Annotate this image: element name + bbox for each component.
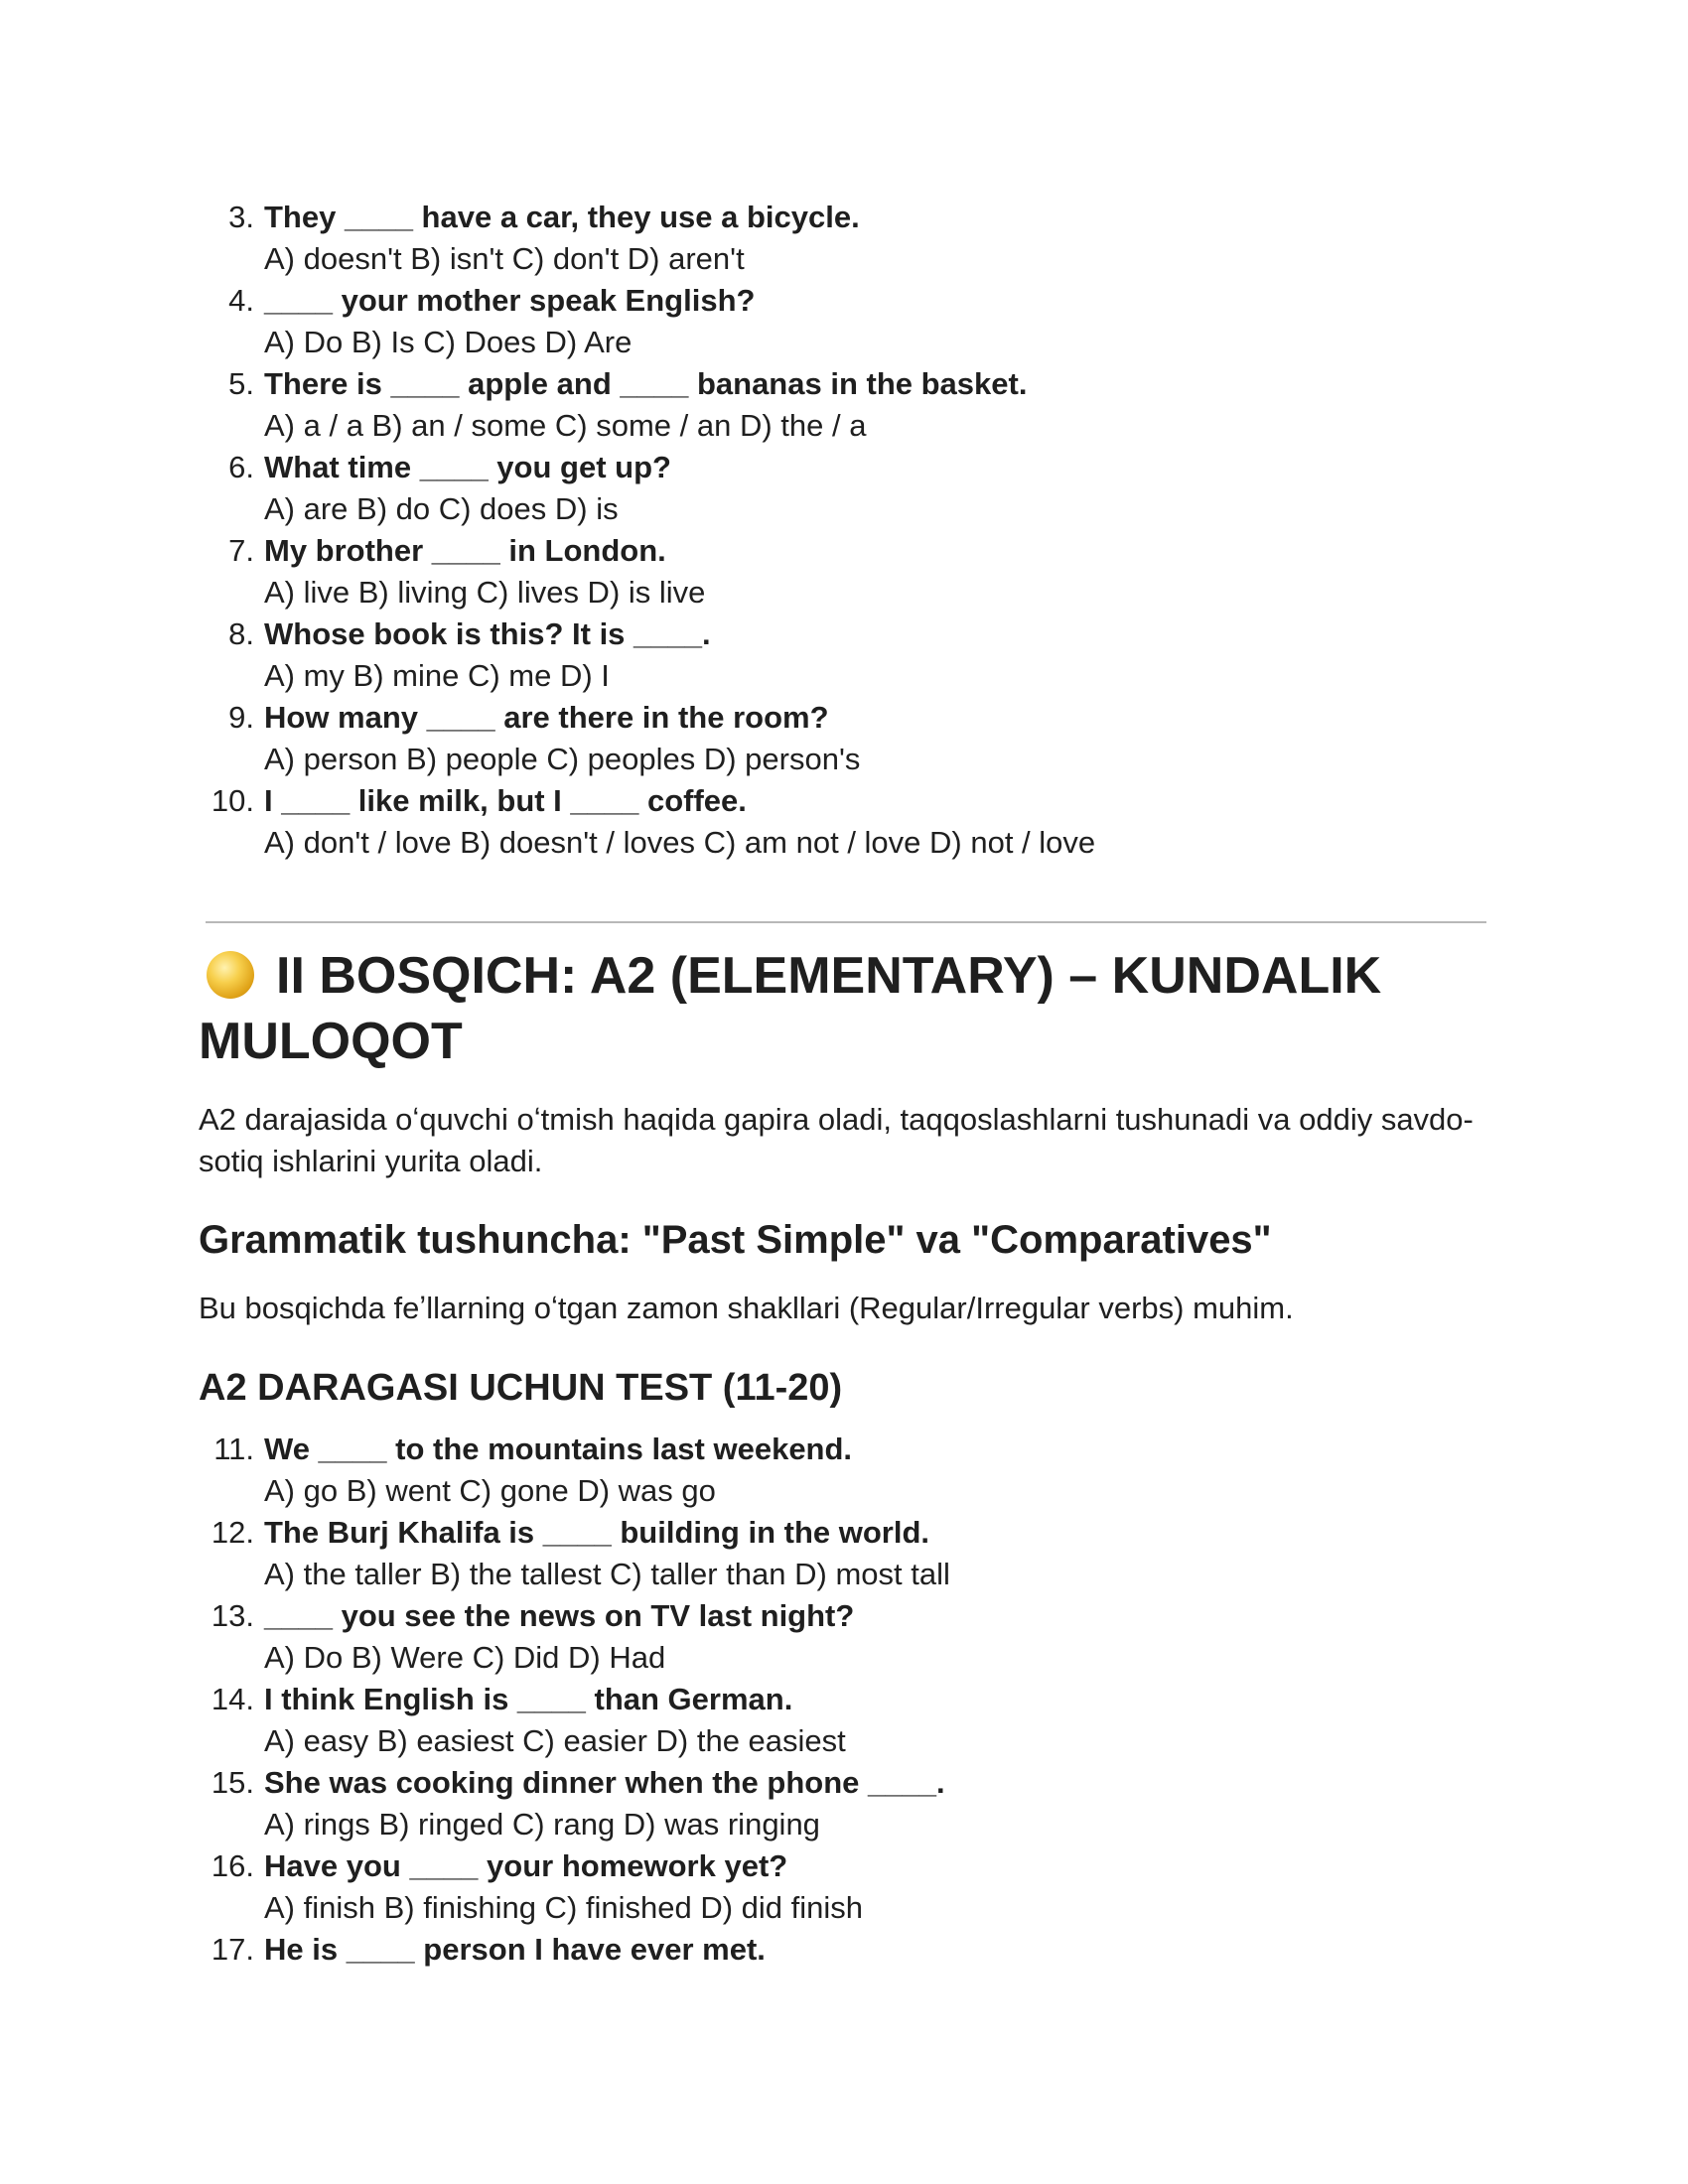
question-number: 4. bbox=[228, 283, 254, 318]
grammar-heading: Grammatik tushuncha: "Past Simple" va "Comparatives" bbox=[199, 1218, 1272, 1262]
question-number: 10. bbox=[211, 783, 254, 818]
question-number: 14. bbox=[211, 1682, 254, 1716]
grammar-description: Bu bosqichda feʼllarning oʻtgan zamon shakllari (Regular/Irregular verbs) muhim. bbox=[199, 1291, 1294, 1325]
question-text: He is ____ person I have ever met. bbox=[264, 1932, 766, 1967]
question-text: ____ your mother speak English? bbox=[264, 283, 756, 318]
question-text: Whose book is this? It is ____. bbox=[264, 616, 711, 651]
question-item bbox=[199, 447, 1489, 530]
question-item bbox=[199, 197, 1489, 280]
question-item bbox=[199, 614, 1489, 697]
question-options: A) finish B) finishing C) finished D) did finish bbox=[264, 1890, 864, 1925]
a1-question-list bbox=[199, 197, 1489, 864]
question-options: A) easy B) easiest C) easier D) the easiest bbox=[264, 1723, 846, 1758]
question-options: A) live B) living C) lives D) is live bbox=[264, 575, 706, 610]
question-options: A) doesn't B) isn't C) don't D) aren't bbox=[264, 241, 745, 276]
question-options: A) Do B) Is C) Does D) Are bbox=[264, 325, 633, 359]
question-item bbox=[199, 1762, 1489, 1845]
question-number: 13. bbox=[211, 1598, 254, 1633]
question-item bbox=[199, 280, 1489, 363]
question-item bbox=[199, 1845, 1489, 1929]
question-item bbox=[199, 1512, 1489, 1595]
question-number: 8. bbox=[228, 616, 254, 651]
question-text: I ____ like milk, but I ____ coffee. bbox=[264, 783, 747, 818]
question-item bbox=[199, 1679, 1489, 1762]
section-heading-text: II BOSQICH: A2 (ELEMENTARY) – KUNDALIK MULOQOT bbox=[199, 947, 1382, 1070]
question-number: 7. bbox=[228, 533, 254, 568]
question-text: She was cooking dinner when the phone ____. bbox=[264, 1765, 945, 1800]
question-options: A) are B) do C) does D) is bbox=[264, 491, 619, 526]
question-item bbox=[199, 1929, 1489, 1971]
question-text: What time ____ you get up? bbox=[264, 450, 671, 484]
question-text: The Burj Khalifa is ____ building in the world. bbox=[264, 1515, 930, 1550]
a2-question-list bbox=[199, 1429, 1489, 1971]
section-intro: A2 darajasida oʻquvchi oʻtmish haqida gapira oladi, taqqoslashlarni tushunadi va oddiy savdo-sotiq ishlarini yurita oladi. bbox=[199, 1102, 1474, 1178]
question-text: We ____ to the mountains last weekend. bbox=[264, 1432, 853, 1466]
question-item bbox=[199, 1595, 1489, 1679]
question-text: They ____ have a car, they use a bicycle. bbox=[264, 200, 860, 234]
question-options: A) person B) people C) peoples D) person's bbox=[264, 742, 861, 776]
question-options: A) go B) went C) gone D) was go bbox=[264, 1473, 716, 1508]
question-number: 5. bbox=[228, 366, 254, 401]
question-item bbox=[199, 780, 1489, 864]
horizontal-divider bbox=[206, 921, 1486, 923]
question-item bbox=[199, 697, 1489, 780]
question-item bbox=[199, 363, 1489, 447]
question-item bbox=[199, 530, 1489, 614]
test-heading: A2 DARAGASI UCHUN TEST (11-20) bbox=[199, 1367, 843, 1409]
question-number: 17. bbox=[211, 1932, 254, 1967]
question-text: Have you ____ your homework yet? bbox=[264, 1848, 788, 1883]
question-number: 6. bbox=[228, 450, 254, 484]
question-options: A) Do B) Were C) Did D) Had bbox=[264, 1640, 666, 1675]
question-item bbox=[199, 1429, 1489, 1512]
question-number: 16. bbox=[211, 1848, 254, 1883]
question-options: A) rings B) ringed C) rang D) was ringing bbox=[264, 1807, 820, 1842]
coin-icon bbox=[207, 951, 254, 999]
question-options: A) my B) mine C) me D) I bbox=[264, 658, 610, 693]
question-options: A) the taller B) the tallest C) taller than D) most tall bbox=[264, 1557, 950, 1591]
question-text: How many ____ are there in the room? bbox=[264, 700, 829, 735]
question-number: 11. bbox=[213, 1432, 254, 1466]
question-number: 15. bbox=[211, 1765, 254, 1800]
question-options: A) don't / love B) doesn't / loves C) am not / love D) not / love bbox=[264, 825, 1096, 860]
question-number: 12. bbox=[211, 1515, 254, 1550]
question-text: ____ you see the news on TV last night? bbox=[264, 1598, 855, 1633]
question-text: I think English is ____ than German. bbox=[264, 1682, 793, 1716]
question-number: 3. bbox=[228, 200, 254, 234]
section-heading bbox=[199, 943, 1509, 1074]
question-text: There is ____ apple and ____ bananas in the basket. bbox=[264, 366, 1028, 401]
question-number: 9. bbox=[228, 700, 254, 735]
question-options: A) a / a B) an / some C) some / an D) the / a bbox=[264, 408, 867, 443]
question-text: My brother ____ in London. bbox=[264, 533, 666, 568]
